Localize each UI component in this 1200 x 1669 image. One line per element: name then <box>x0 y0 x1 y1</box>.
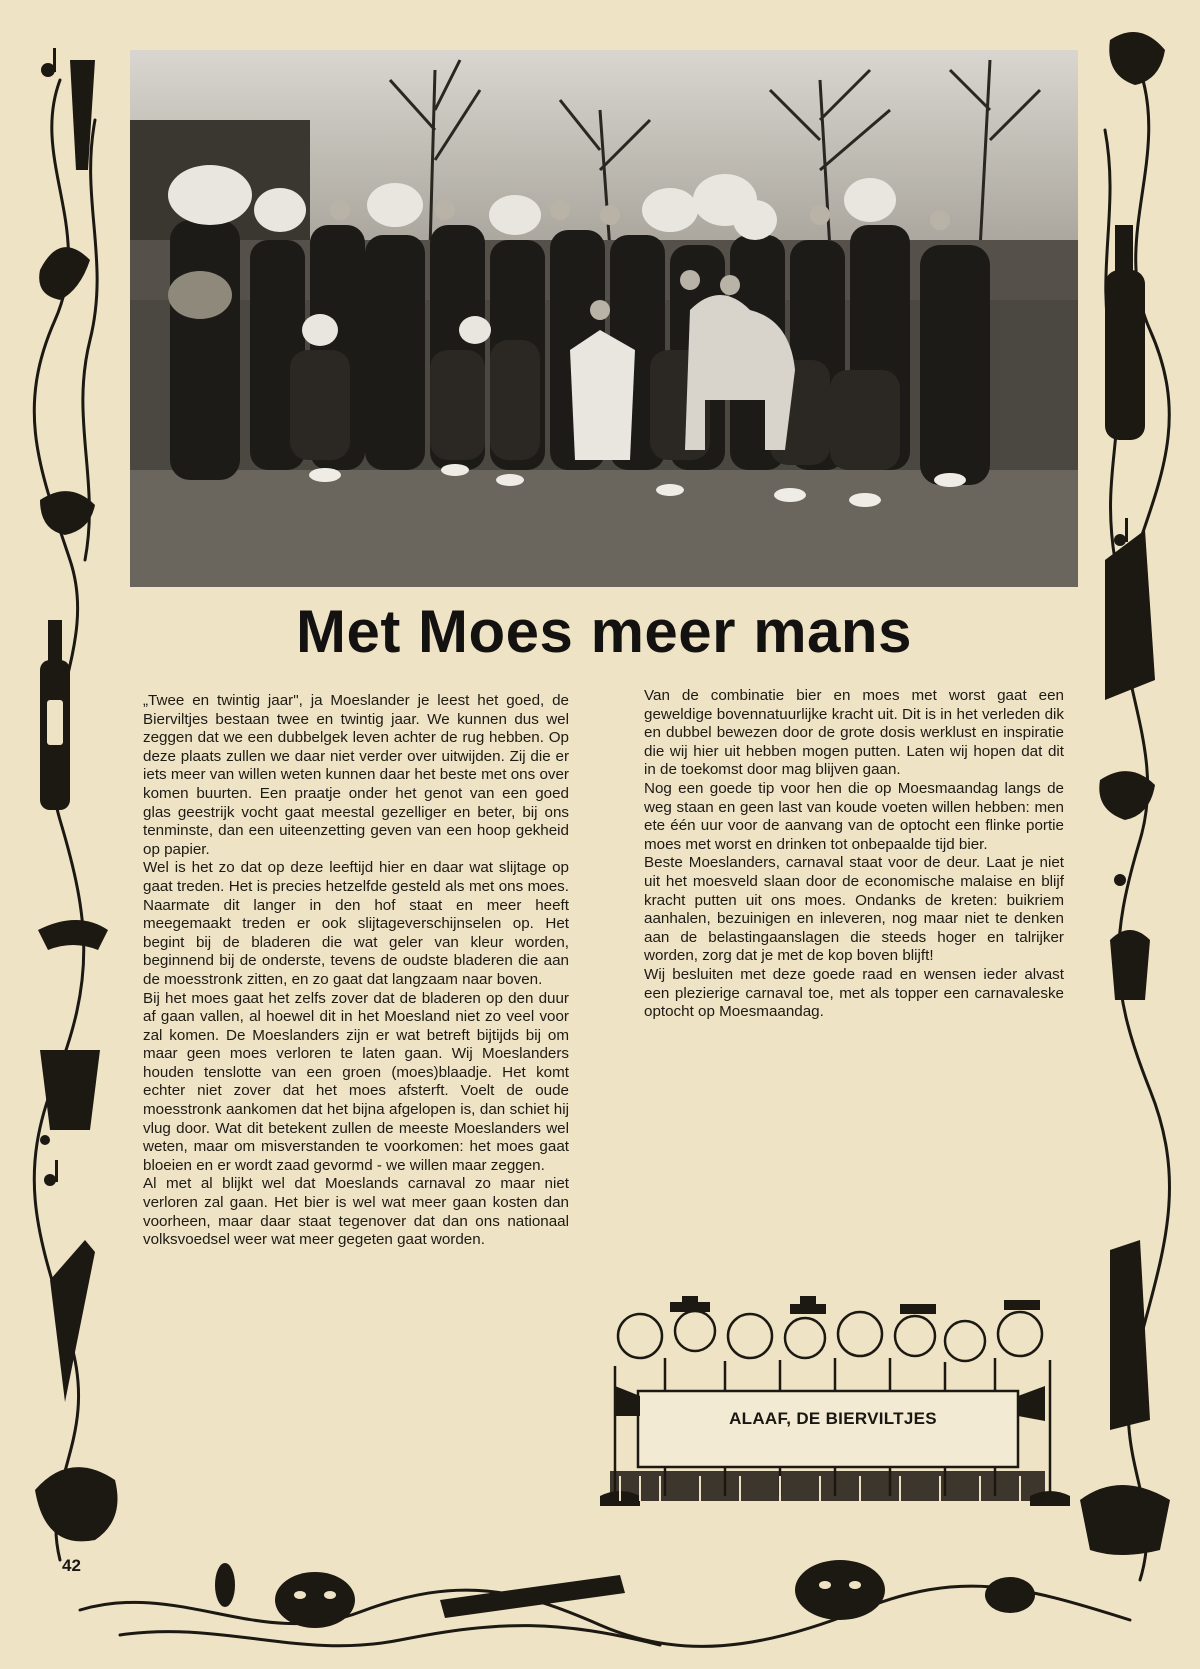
page-number: 42 <box>62 1556 81 1575</box>
article-paragraph: „Twee en twintig jaar", ja Moeslander je leest het goed, de Bierviltjes bestaan twee en twintig jaar. We kunnen dus wel zeggen dat we een dubbelgek leven achter de rug hebben. Op deze plaats zullen we daar niet verder over uitwijden. Zij die er iets meer van willen weten kunnen daar het beste met ons over komen buurten. Een praatje onder het genot van een goed glas geestrijk vocht gaat meestal gezelliger en beter, bij ons tenminste, dan een uiteenzetting geven van een hoop gekheid op papier. <box>143 692 569 858</box>
article-paragraph: Van de combinatie bier en moes met worst gaat een geweldige bovennatuurlijke kracht uit. Dit is in het verleden dik en dubbel bewezen door de grote dosis werklust en inspiratie die wij hier uit hebben mogen putten. Laten wij hopen dat dit in de toekomst door mag blijven gaan. <box>644 687 1064 779</box>
article-paragraph: Wel is het zo dat op deze leeftijd hier en daar wat slijtage op gaat treden. Het is precies hetzelfde gesteld als met ons moes. Naarmate dit langer in den hof staat en meer heeft meegemaakt treden er ook slijtageverschijnselen op. Het begint bij de bladeren die wat geler van kleur worden, beginnend bij de onderste, tevens de oudste bladeren die aan de moesstronk zitten, en zo gaat dat langzaam naar boven. <box>143 859 569 988</box>
article-paragraph: Al met al blijkt wel dat Moeslands carnaval zo maar niet verloren zal gaan. Het bier is wel wat meer gaan kosten dan voorheen, maar daar staat tegenover dat dan ons nationaal volksvoedsel weer wat meer gegeten gaat worden. <box>143 1175 569 1249</box>
article-paragraph: Beste Moeslanders, carnaval staat voor de deur. Laat je niet uit het moesveld slaan door de economische malaise en blijf kracht putten uit ons moes. Ondanks de kreten: buikriem aanhalen, bezuinigen en inleveren, nog maar niet te denken aan de belastingaanslagen die steeds hoger en talrijker worden, zorg dat je met de kop boven blijft! <box>644 854 1064 965</box>
article-right-column <box>644 687 1064 1022</box>
article-left-column <box>143 692 569 1250</box>
carnival-crowd-cartoon <box>600 1296 1075 1518</box>
article-paragraph: Bij het moes gaat het zelfs zover dat de bladeren op den duur af gaan vallen, al hoewel dit in het Moesland niet zo veel voor zal komen. De Moeslanders zijn er wat betreft bijtijds bij om maar geen moes verloren te laten gaan. Wij Moeslanders houden tenslotte van een groen (moes)blaadje. Het komt echter niet zover dat het moes afsterft. Voelt de oude moesstronk aankomen dat het bijna afgelopen is, dan schiet hij vlug door. Wat dit betekent zullen de meeste Moeslanders wel weten, maar om misverstanden te voorkomen: het moes gaat bloeien en er wordt zaad gevormd - we willen maar zeggen. <box>143 989 569 1174</box>
article-paragraph: Wij besluiten met deze goede raad en wensen ieder alvast een plezierige carnaval toe, met als topper een carnavaleske optocht op Moesmaandag. <box>644 965 1064 1021</box>
cartoon-banner-text: ALAAF, DE BIERVILTJES <box>729 1409 937 1428</box>
article-headline: Met Moes meer mans <box>296 598 912 665</box>
group-photograph <box>130 50 1078 587</box>
article-paragraph: Nog een goede tip voor hen die op Moesmaandag langs de weg staan en geen last van koude voeten willen hebben: men ete één uur voor de aanvang van de optocht een flinke portie moes met worst en drinken tot onbepaalde tijd bier. <box>644 779 1064 853</box>
